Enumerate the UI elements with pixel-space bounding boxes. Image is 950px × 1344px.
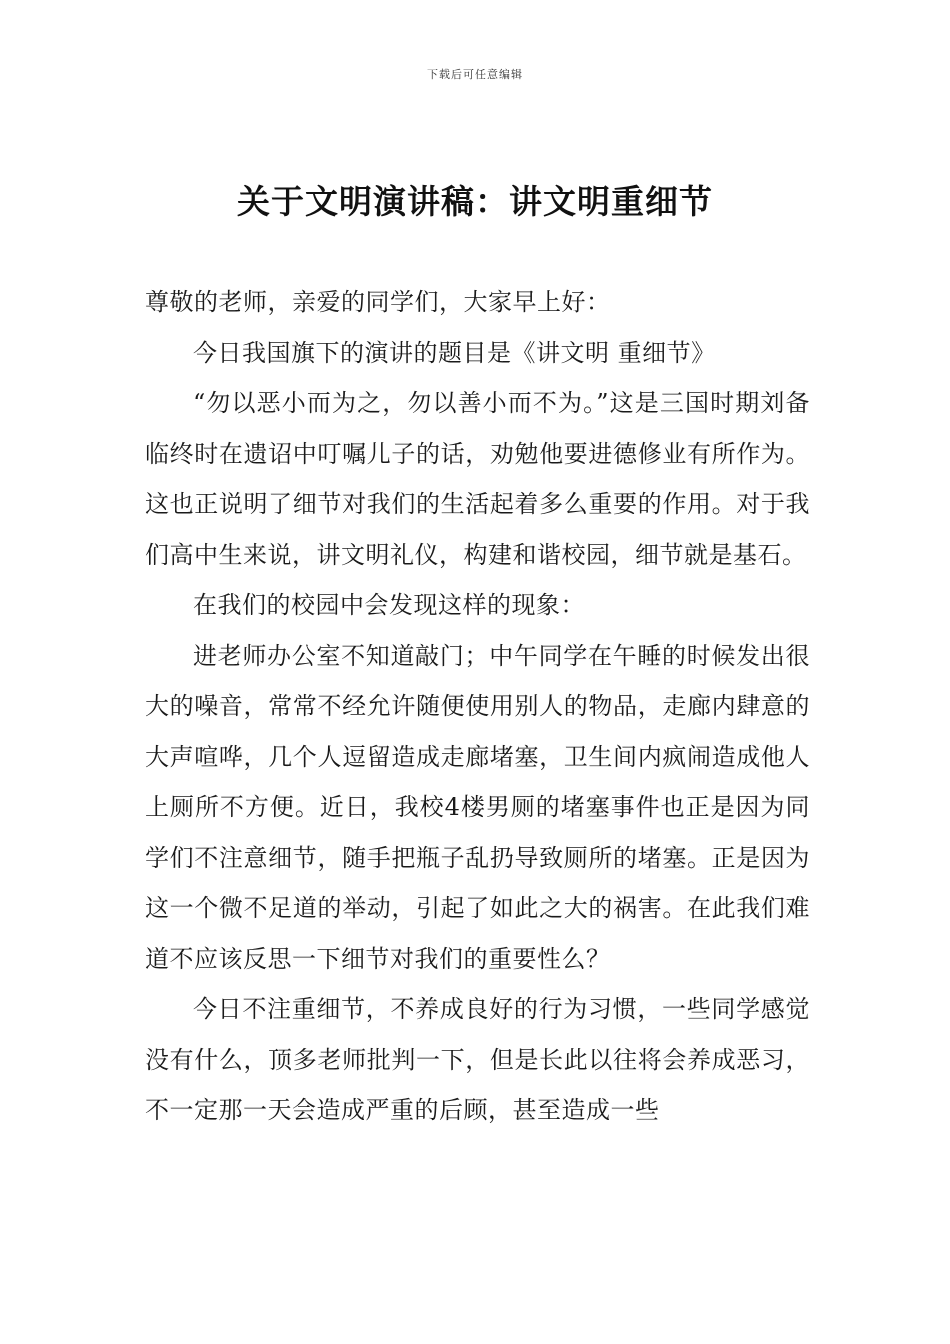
paragraph-consequence: 今日不注重细节，不养成良好的行为习惯，一些同学感觉没有什么，顶多老师批判一下，但是长此以往将会养成恶习，不一定那一天会造成严重的后顾，甚至造成一些 bbox=[145, 995, 810, 1124]
document-title: 关于文明演讲稿：讲文明重细节 bbox=[237, 182, 713, 221]
document-body bbox=[145, 277, 810, 1136]
paragraph-phenomenon: 进老师办公室不知道敲门；中午同学在午睡的时候发出很大的噪音，常常不经允许随便使用别人的物品，走廊内肆意的大声喧哗，几个人逗留造成走廊堵塞，卫生间内疯闹造成他人上厕所不方便。近日，我校4楼男厕的堵塞事件也正是因为同学们不注意细节，随手把瓶子乱扔导致厕所的堵塞。正是因为这一个微不足道的举动，引起了如此之大的祸害。在此我们难道不应该反思一下细节对我们的重要性么？ bbox=[145, 641, 810, 973]
paragraph-greeting: 尊敬的老师，亲爱的同学们，大家早上好： bbox=[145, 288, 611, 316]
paragraph-phenomenon-intro: 在我们的校园中会发现这样的现象： bbox=[193, 591, 585, 619]
paragraph-topic: 今日我国旗下的演讲的题目是《讲文明 重细节》 bbox=[193, 338, 716, 367]
paragraph-quote: “勿以恶小而为之，勿以善小而不为。”这是三国时期刘备临终时在遗诏中叮嘱儿子的话，劝勉他要进德修业有所作为。这也正说明了细节对我们的生活起着多么重要的作用。对于我们高中生来说，讲文明礼仪，构建和谐校园，细节就是基石。 bbox=[145, 389, 810, 569]
header-note: 下载后可任意编辑 bbox=[427, 68, 523, 81]
